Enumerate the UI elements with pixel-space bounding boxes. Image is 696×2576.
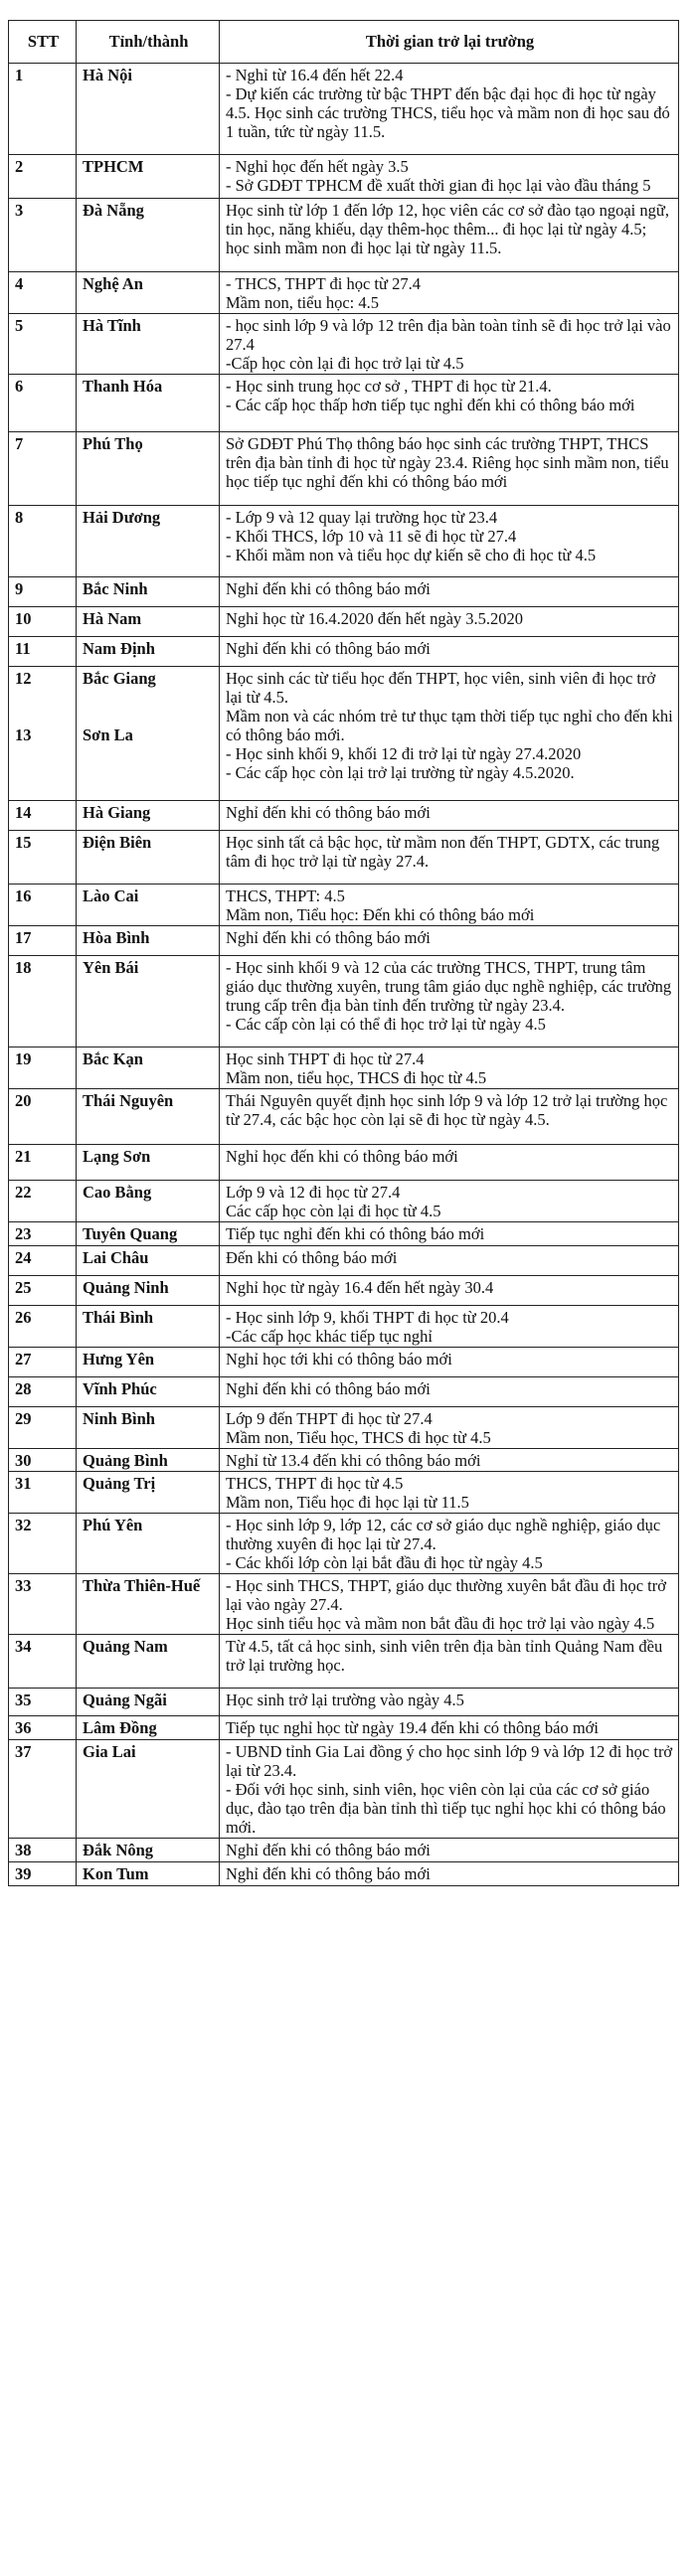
return-time-line: Nghỉ học từ ngày 16.4 đến hết ngày 30.4 [226,1278,494,1297]
row-stt: 35 [9,1689,77,1716]
row-stt: 27 [9,1348,77,1377]
table-row [9,956,679,1047]
return-time-line: - Học sinh khối 9, khối 12 đi trở lại từ ngày 27.4.2020 [226,744,582,763]
row-stt: 14 [9,801,77,831]
row-province: Đà Nẵng [77,199,220,272]
table-row [9,667,679,801]
row-province: Nam Định [77,637,220,667]
row-province: Nghệ An [77,272,220,314]
table-row [9,1276,679,1306]
row-province: Hà Nam [77,607,220,637]
row-return-time [220,1047,679,1089]
return-time-line: THCS, THPT: 4.5 [226,886,345,905]
row-stt: 23 [9,1222,77,1246]
row-stt: 25 [9,1276,77,1306]
header-time: Thời gian trở lại trường [220,21,679,64]
table-row [9,1246,679,1276]
table-row [9,577,679,607]
return-time-line: Nghỉ đến khi có thông báo mới [226,1379,431,1398]
return-time-line: Nghỉ học đến khi có thông báo mới [226,1147,458,1166]
return-time-line: Học sinh THPT đi học từ 27.4 [226,1049,425,1068]
return-time-line: Nghỉ đến khi có thông báo mới [226,1841,431,1859]
row-stt: 30 [9,1449,77,1472]
row-province: Lào Cai [77,885,220,926]
return-time-line: - Học sinh THCS, THPT, giáo dục thường xuyên bắt đầu đi học trở lại vào ngày 27.4. [226,1576,666,1614]
table-row [9,1574,679,1635]
row-stt: 32 [9,1514,77,1574]
row-stt: 38 [9,1839,77,1862]
return-time-line: - Các cấp còn lại có thể đi học trở lại từ ngày 4.5 [226,1015,546,1034]
return-time-line: - Học sinh lớp 9, lớp 12, các cơ sở giáo dục nghề nghiệp, giáo dục thường xuyên đi học lại từ 27.4. [226,1516,661,1553]
table-row [9,375,679,432]
table-row [9,926,679,956]
table-row [9,1635,679,1689]
row-return-time [220,506,679,577]
row-return-time [220,801,679,831]
row-return-time [220,885,679,926]
return-time-line: - Khối mầm non và tiểu học dự kiến sẽ cho đi học từ 4.5 [226,546,597,564]
row-stt: 21 [9,1145,77,1181]
row-return-time [220,831,679,885]
row-province: Vĩnh Phúc [77,1377,220,1407]
return-time-line: Tiếp tục nghỉ đến khi có thông báo mới [226,1224,485,1243]
row-province: Bắc Kạn [77,1047,220,1089]
row-stt: 22 [9,1181,77,1222]
row-stt: 36 [9,1716,77,1740]
return-time-line: Tiếp tục nghỉ học từ ngày 19.4 đến khi có thông báo mới [226,1718,599,1737]
row-return-time [220,1514,679,1574]
row-return-time [220,375,679,432]
row-stt: 9 [9,577,77,607]
row-return-time [220,1862,679,1886]
row-return-time [220,199,679,272]
row-province: Gia Lai [77,1740,220,1839]
row-province: Quảng Trị [77,1472,220,1514]
row-province: Yên Bái [77,956,220,1047]
return-time-line: - Nghỉ học đến hết ngày 3.5 [226,157,409,176]
table-row [9,1047,679,1089]
row-return-time [220,1740,679,1839]
row-return-time [220,314,679,375]
row-stt: 29 [9,1407,77,1449]
row-return-time [220,432,679,506]
row-province: Kon Tum [77,1862,220,1886]
table-row [9,432,679,506]
return-time-line: - Các khối lớp còn lại bắt đầu đi học từ ngày 4.5 [226,1553,543,1572]
row-province: Tuyên Quang [77,1222,220,1246]
table-row [9,1348,679,1377]
return-time-line: Lớp 9 và 12 đi học từ 27.4 [226,1183,401,1202]
row-return-time [220,1377,679,1407]
return-time-line: - Học sinh khối 9 và 12 của các trường THCS, THPT, trung tâm giáo dục thường xuyên, trung tâm giáo dục nghề nghiệp, các trường trung cấp trên địa bàn tỉnh đến trường từ ngày 23.4. [226,958,672,1015]
table-body [9,64,679,1886]
table-row [9,885,679,926]
row-province: Thái Nguyên [77,1089,220,1145]
row-return-time [220,667,679,801]
row-province: Hải Dương [77,506,220,577]
return-time-line: Mầm non, tiểu học: 4.5 [226,293,379,312]
row-return-time [220,926,679,956]
row-province: Quảng Ngãi [77,1689,220,1716]
row-return-time [220,1145,679,1181]
table-row [9,64,679,155]
table-row [9,272,679,314]
return-time-line: - Khối THCS, lớp 10 và 11 sẽ đi học từ 27.4 [226,527,517,546]
row-stt: 7 [9,432,77,506]
return-time-line: Nghỉ đến khi có thông báo mới [226,639,431,658]
return-time-line: Sở GDĐT Phú Thọ thông báo học sinh các trường THPT, THCS trên địa bàn tỉnh đi học từ ngày 23.4. Riêng học sinh mầm non, tiểu học tiếp tục nghỉ đến khi có thông báo mới [226,434,669,491]
return-time-line: - UBND tỉnh Gia Lai đồng ý cho học sinh lớp 9 và lớp 12 đi học trở lại từ 23.4. [226,1742,673,1780]
return-time-line: Học sinh trở lại trường vào ngày 4.5 [226,1690,464,1709]
table-row [9,1145,679,1181]
row-return-time [220,1246,679,1276]
header-province: Tỉnh/thành [77,21,220,64]
row-province: Phú Thọ [77,432,220,506]
school-return-table [8,20,679,1886]
table-row [9,1716,679,1740]
table-row [9,155,679,199]
return-time-line: Đến khi có thông báo mới [226,1248,398,1267]
return-time-line: - Đối với học sinh, sinh viên, học viên còn lại của các cơ sở giáo dục, đào tạo trên địa bàn tỉnh thì tiếp tục nghỉ học khi có thông báo mới. [226,1780,666,1837]
return-time-line: Học sinh tất cả bậc học, từ mầm non đến THPT, GDTX, các trung tâm đi học trở lại từ ngày 27.4. [226,833,660,871]
row-return-time [220,607,679,637]
row-return-time [220,1222,679,1246]
table-row [9,1089,679,1145]
row-stt: 37 [9,1740,77,1839]
row-province: Hà Giang [77,801,220,831]
row-province: Thái Bình [77,1306,220,1348]
row-stt: 18 [9,956,77,1047]
row-return-time [220,577,679,607]
return-time-line: -Các cấp học khác tiếp tục nghỉ [226,1327,433,1346]
table-row [9,314,679,375]
row-province: Đắk Nông [77,1839,220,1862]
header-stt: STT [9,21,77,64]
row-stt: 31 [9,1472,77,1514]
row-stt: 33 [9,1574,77,1635]
row-return-time [220,1716,679,1740]
return-time-line: - Học sinh lớp 9, khối THPT đi học từ 20.4 [226,1308,509,1327]
row-stt: 6 [9,375,77,432]
row-return-time [220,1472,679,1514]
row-stt: 28 [9,1377,77,1407]
return-time-line: Các cấp học còn lại đi học từ 4.5 [226,1202,441,1220]
table-row [9,607,679,637]
row-return-time [220,64,679,155]
row-return-time [220,1276,679,1306]
table-row [9,1740,679,1839]
row-province: Hà Tĩnh [77,314,220,375]
table-row [9,1407,679,1449]
row-province: Hà Nội [77,64,220,155]
table-row [9,199,679,272]
table-row [9,831,679,885]
return-time-line: Mầm non, tiểu học, THCS đi học từ 4.5 [226,1068,487,1087]
row-return-time [220,637,679,667]
table-row [9,1306,679,1348]
return-time-line: Mầm non, Tiểu học: Đến khi có thông báo mới [226,905,535,924]
return-time-line: - Học sinh trung học cơ sở , THPT đi học từ 21.4. [226,377,552,396]
table-row [9,1862,679,1886]
row-return-time [220,1635,679,1689]
row-stt: 10 [9,607,77,637]
return-time-line: Mầm non, Tiểu học, THCS đi học từ 4.5 [226,1428,491,1447]
row-stt: 20 [9,1089,77,1145]
row-stt: 12 13 [9,667,77,801]
row-province: Hưng Yên [77,1348,220,1377]
row-stt: 16 [9,885,77,926]
row-stt: 8 [9,506,77,577]
table-row [9,1839,679,1862]
row-province: Bắc Ninh [77,577,220,607]
return-time-line: Học sinh từ lớp 1 đến lớp 12, học viên các cơ sở đào tạo ngoại ngữ, tin học, năng khiếu, dạy thêm-học thêm... đi học lại từ ngày 4.5; học sinh mầm non đi học lại từ ngày 11.5. [226,201,669,257]
row-stt: 17 [9,926,77,956]
row-province: Hòa Bình [77,926,220,956]
row-province: TPHCM [77,155,220,199]
return-time-line: Mầm non, Tiểu học đi học lại từ 11.5 [226,1493,469,1512]
row-province: Quảng Bình [77,1449,220,1472]
row-return-time [220,1181,679,1222]
row-stt: 15 [9,831,77,885]
row-stt: 4 [9,272,77,314]
table-row [9,1472,679,1514]
row-stt: 1 [9,64,77,155]
row-province: Thanh Hóa [77,375,220,432]
return-time-line: - Sở GDĐT TPHCM đề xuất thời gian đi học lại vào đầu tháng 5 [226,176,651,195]
row-return-time [220,1089,679,1145]
table-row [9,1449,679,1472]
row-return-time [220,1839,679,1862]
row-province: Thừa Thiên-Huế [77,1574,220,1635]
return-time-line: Nghỉ học tới khi có thông báo mới [226,1350,452,1368]
return-time-line: THCS, THPT đi học từ 4.5 [226,1474,404,1493]
row-stt: 5 [9,314,77,375]
row-province: Phú Yên [77,1514,220,1574]
table-row [9,1377,679,1407]
return-time-line: - Lớp 9 và 12 quay lại trường học từ 23.4 [226,508,498,527]
return-time-line: Học sinh tiểu học và mầm non bắt đầu đi học trở lại vào ngày 4.5 [226,1614,655,1633]
header-row [9,21,679,64]
return-time-line: - Các cấp học thấp hơn tiếp tục nghỉ đến khi có thông báo mới [226,396,635,414]
row-stt: 2 [9,155,77,199]
table-row [9,506,679,577]
row-return-time [220,1348,679,1377]
row-province: Ninh Bình [77,1407,220,1449]
row-return-time [220,1689,679,1716]
table-row [9,1181,679,1222]
table-row [9,637,679,667]
return-time-line: Nghỉ học từ 16.4.2020 đến hết ngày 3.5.2020 [226,609,524,628]
table-row [9,801,679,831]
return-time-line: Lớp 9 đến THPT đi học từ 27.4 [226,1409,433,1428]
return-time-line: Nghỉ đến khi có thông báo mới [226,1864,431,1883]
row-return-time [220,1407,679,1449]
return-time-line: Nghỉ đến khi có thông báo mới [226,803,431,822]
row-province: Lạng Sơn [77,1145,220,1181]
row-stt: 3 [9,199,77,272]
table-row [9,1689,679,1716]
row-stt: 11 [9,637,77,667]
return-time-line: - học sinh lớp 9 và lớp 12 trên địa bàn toàn tỉnh sẽ đi học trở lại vào 27.4 [226,316,671,354]
row-stt: 39 [9,1862,77,1886]
row-province: Cao Bằng [77,1181,220,1222]
row-province: Lai Châu [77,1246,220,1276]
return-time-line: Từ 4.5, tất cả học sinh, sinh viên trên địa bàn tỉnh Quảng Nam đều trở lại trường học. [226,1637,663,1675]
return-time-line: Mầm non và các nhóm trẻ tư thục tạm thời tiếp tục nghỉ cho đến khi có thông báo mới. [226,707,673,744]
return-time-line: - Nghỉ từ 16.4 đến hết 22.4 [226,66,404,84]
row-province: Quảng Ninh [77,1276,220,1306]
return-time-line: Thái Nguyên quyết định học sinh lớp 9 và lớp 12 trở lại trường học từ 27.4, các bậc học còn lại sẽ đi học từ ngày 4.5. [226,1091,668,1129]
row-return-time [220,272,679,314]
row-return-time [220,1306,679,1348]
row-return-time [220,1449,679,1472]
return-time-line: Nghỉ đến khi có thông báo mới [226,928,431,947]
table-row [9,1222,679,1246]
return-time-line: Học sinh các từ tiểu học đến THPT, học viên, sinh viên đi học trở lại từ 4.5. [226,669,656,707]
return-time-line: - Các cấp học còn lại trở lại trường từ ngày 4.5.2020. [226,763,575,782]
row-province: Quảng Nam [77,1635,220,1689]
row-stt: 19 [9,1047,77,1089]
row-return-time [220,155,679,199]
return-time-line: - THCS, THPT đi học từ 27.4 [226,274,421,293]
row-province: Điện Biên [77,831,220,885]
return-time-line: - Dự kiến các trường từ bậc THPT đến bậc đại học đi học từ ngày 4.5. Học sinh các trường THCS, tiểu học và mầm non đi học sau đó 1 tuần, tức từ ngày 11.5. [226,84,670,141]
return-time-line: -Cấp học còn lại đi học trở lại từ 4.5 [226,354,464,373]
row-province: Bắc Giang Sơn La [77,667,220,801]
return-time-line: Nghỉ từ 13.4 đến khi có thông báo mới [226,1451,481,1470]
row-return-time [220,956,679,1047]
row-province: Lâm Đồng [77,1716,220,1740]
table-row [9,1514,679,1574]
row-stt: 24 [9,1246,77,1276]
row-stt: 34 [9,1635,77,1689]
return-time-line: Nghỉ đến khi có thông báo mới [226,579,431,598]
row-stt: 26 [9,1306,77,1348]
row-return-time [220,1574,679,1635]
